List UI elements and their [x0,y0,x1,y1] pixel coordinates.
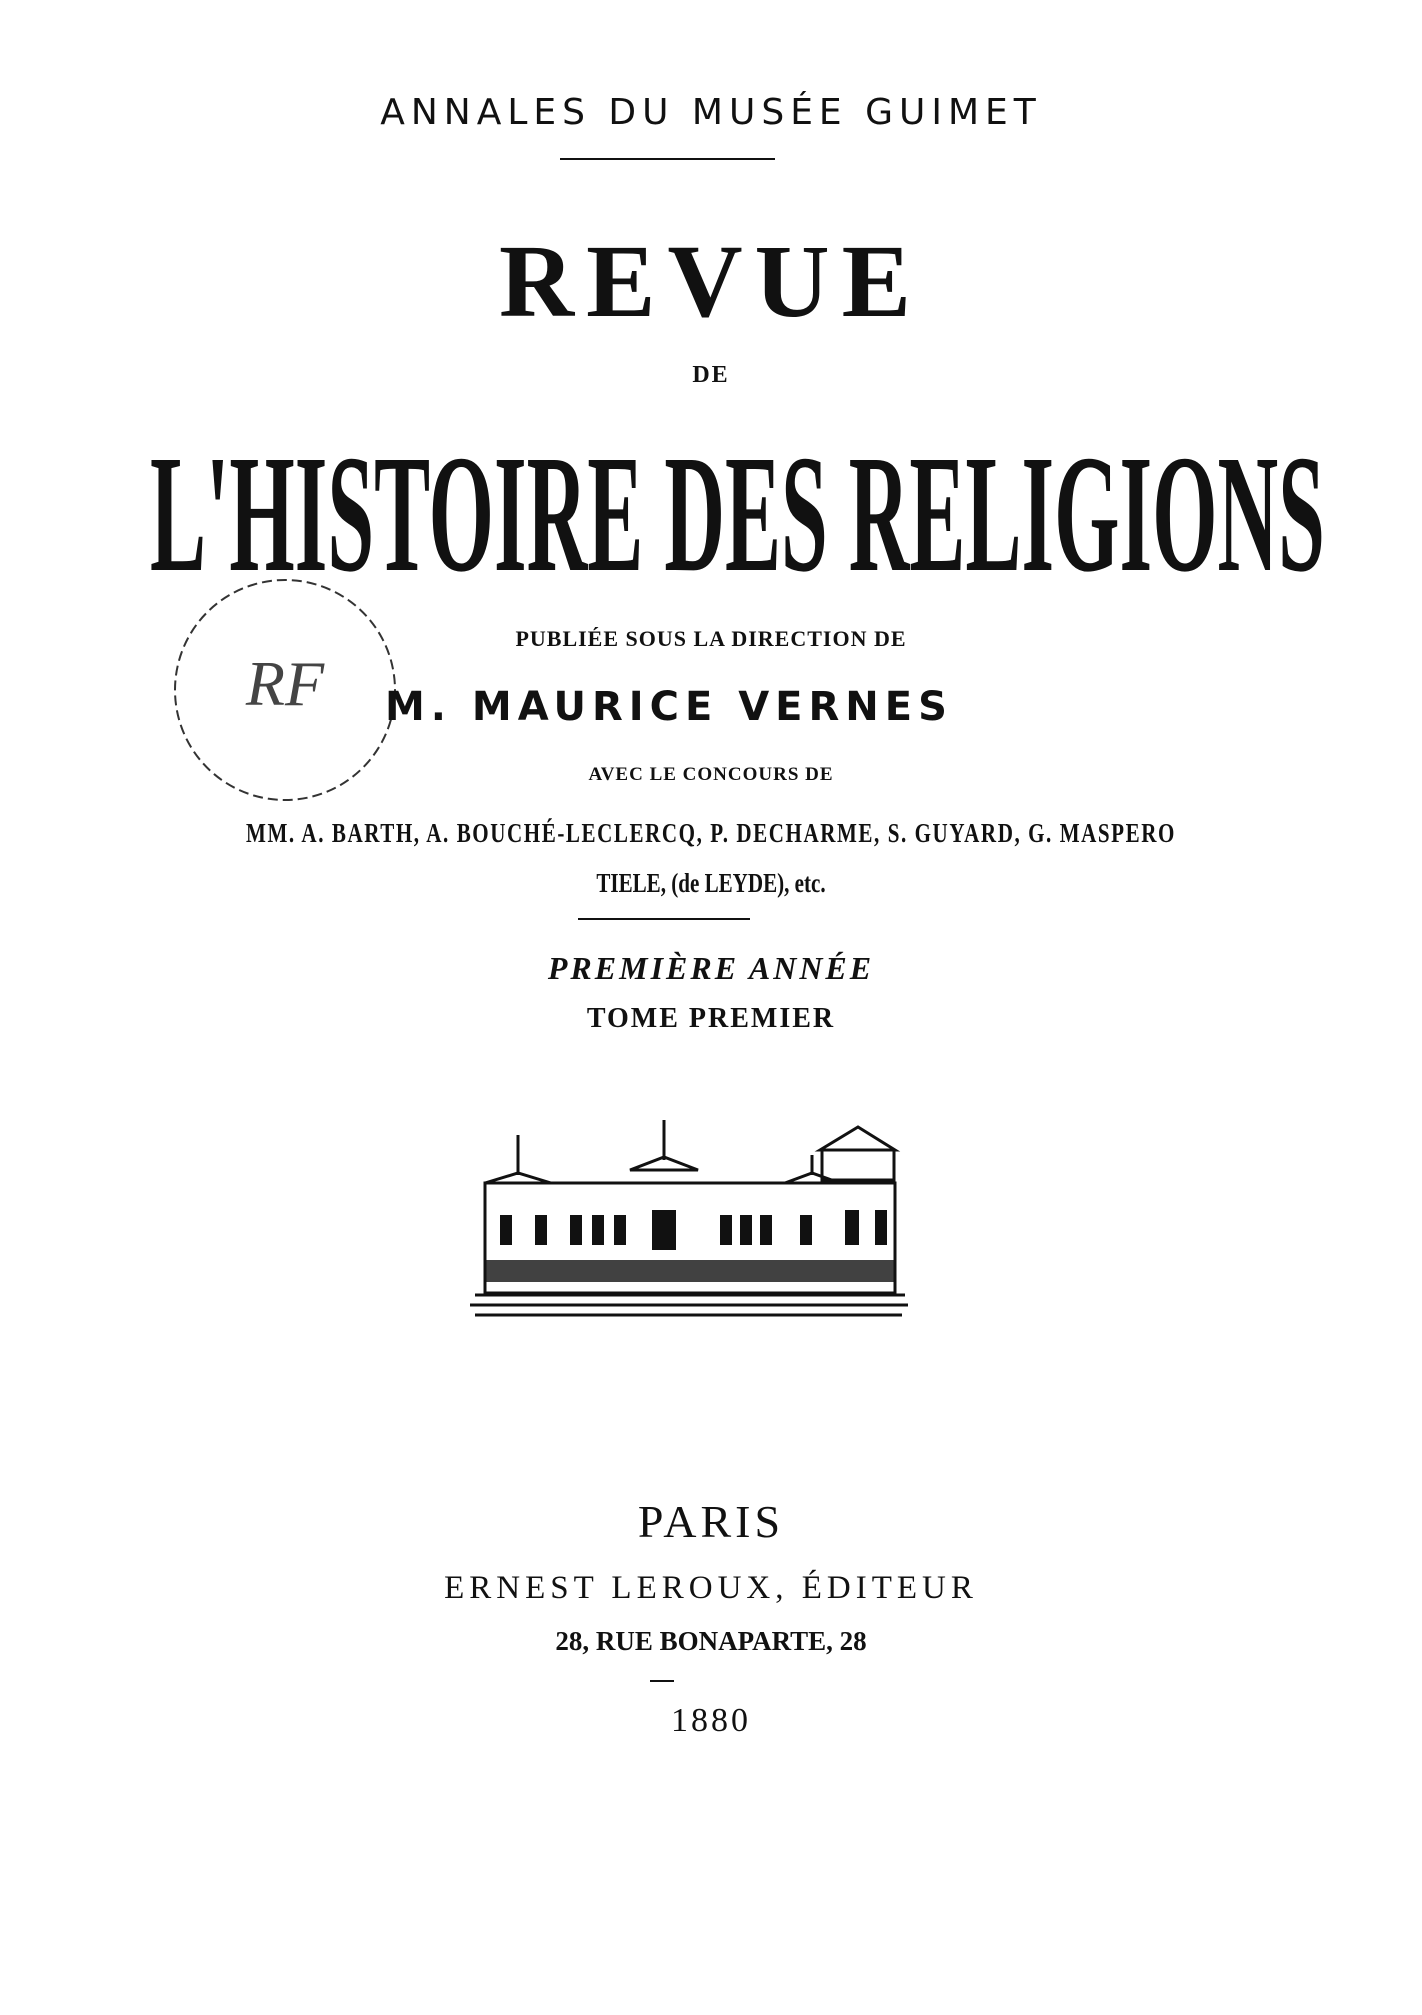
year-label: PREMIÈRE ANNÉE [547,950,875,986]
series-title: ANNALES DU MUSÉE GUIMET [380,92,1042,133]
contributors-line-2: TIELE, (de LEYDE), etc. [596,868,826,898]
museum-building-engraving [440,1115,910,1325]
director-name: M. MAURICE VERNES [385,684,953,730]
divider [560,158,775,160]
publisher: ERNEST LEROUX, ÉDITEUR [444,1570,978,1606]
volume-label: TOME PREMIER [586,1003,836,1034]
contributors-line-1: MM. A. BARTH, A. BOUCHÉ-LECLERCQ, P. DECHARME, S. GUYARD, G. MASPERO [246,818,1176,848]
divider [650,1680,674,1682]
with-contribution: AVEC LE CONCOURS DE [588,764,834,785]
city: PARIS [637,1496,785,1547]
address: 28, RUE BONAPARTE, 28 [555,1626,867,1656]
publication-year: 1880 [671,1702,751,1739]
title-revue: REVUE [498,224,924,339]
divider [578,918,750,920]
title-main: L'HISTOIRE DES RELIGIONS [150,421,1325,607]
published-under: PUBLIÉE SOUS LA DIRECTION DE [515,626,907,651]
svg-text:RF: RF [245,648,325,719]
title-de: DE [692,362,730,388]
